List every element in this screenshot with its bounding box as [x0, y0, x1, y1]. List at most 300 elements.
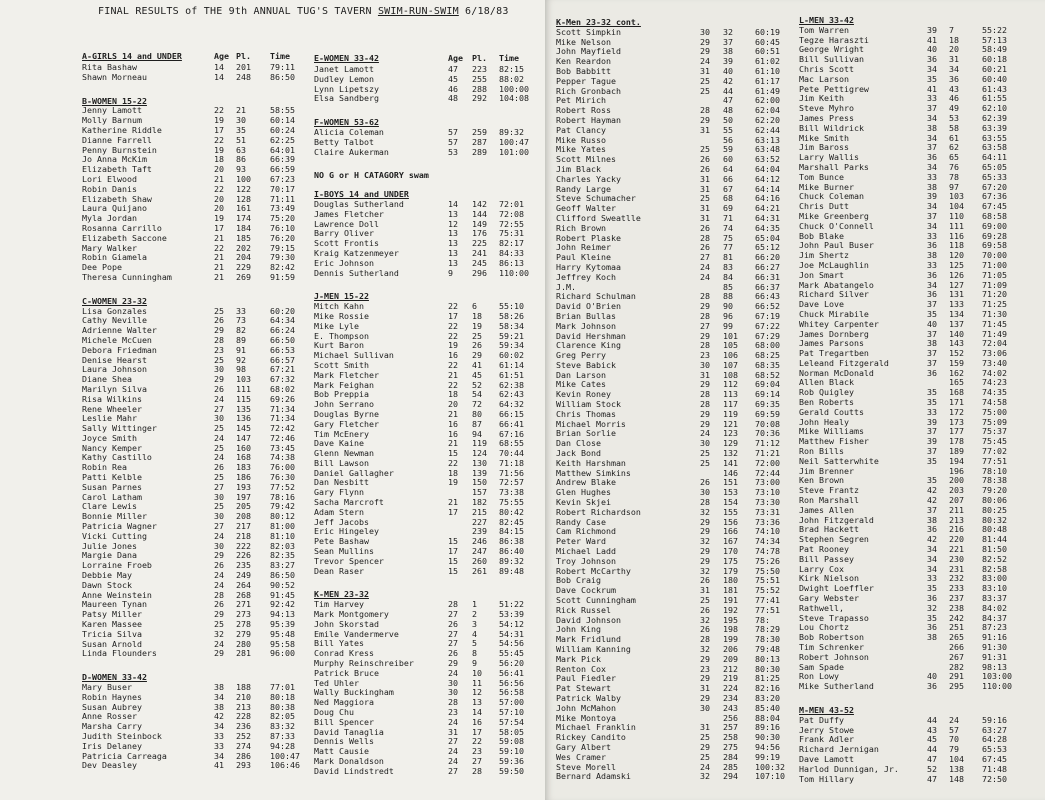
finish-place: 239: [472, 526, 487, 537]
competitor-name: Tricia Silva: [82, 628, 142, 639]
finish-time: 56:58: [499, 687, 524, 698]
competitor-name: Dan Larson: [556, 369, 606, 380]
finish-time: 64:35: [755, 222, 780, 233]
finish-time: 82:15: [499, 64, 524, 74]
finish-place: 46: [949, 93, 959, 104]
competitor-age: 19: [214, 144, 224, 155]
competitor-age: 42: [214, 711, 224, 722]
finish-place: 35: [236, 124, 246, 135]
finish-time: 69:04: [755, 379, 780, 390]
finish-time: 71:34: [270, 403, 295, 414]
finish-time: 106:46: [270, 760, 300, 771]
competitor-age: 22: [448, 330, 458, 341]
place-header: Pl.: [472, 53, 487, 63]
finish-time: 68:58: [982, 210, 1007, 221]
competitor-age: 37: [927, 357, 937, 368]
finish-place: 178: [949, 436, 964, 447]
competitor-age: 27: [448, 638, 458, 649]
finish-place: 287: [472, 136, 487, 147]
finish-time: 65:53: [982, 744, 1007, 755]
finish-time: 67:20: [982, 181, 1007, 192]
finish-time: 59:08: [499, 736, 524, 747]
finish-time: 66:53: [270, 344, 295, 355]
finish-time: 79:30: [270, 252, 295, 263]
finish-time: 95:58: [270, 638, 295, 649]
finish-place: 258: [723, 732, 738, 743]
competitor-name: Lisa Gonzales: [82, 305, 147, 316]
finish-place: 259: [472, 126, 487, 137]
finish-place: 56: [723, 134, 733, 145]
competitor-name: Laura Quijano: [82, 203, 147, 214]
finish-time: 80:06: [982, 495, 1007, 506]
competitor-name: Ron Marshall: [799, 495, 859, 506]
finish-time: 54:12: [499, 618, 524, 629]
competitor-age: 25: [700, 732, 710, 743]
competitor-age: 37: [927, 299, 937, 310]
competitor-age: 25: [214, 442, 224, 453]
finish-time: 71:00: [982, 259, 1007, 270]
finish-place: 152: [949, 348, 964, 359]
competitor-age: 13: [448, 208, 458, 219]
finish-place: 62: [949, 142, 959, 153]
finish-place: 33: [236, 305, 246, 316]
finish-place: 274: [236, 740, 251, 751]
finish-time: 74:78: [755, 546, 780, 557]
competitor-name: Whitey Carpenter: [799, 318, 879, 329]
competitor-name: Neil Satterwhite: [799, 455, 879, 466]
competitor-age: 21: [214, 262, 224, 273]
competitor-name: Patricia Wagner: [82, 521, 157, 532]
finish-time: 80:25: [982, 504, 1007, 515]
competitor-name: Gary Albert: [556, 741, 611, 752]
competitor-name: Jim Brenner: [799, 465, 854, 476]
finish-place: 153: [723, 487, 738, 498]
competitor-name: Mark Fridlund: [556, 634, 621, 645]
finish-place: 130: [472, 457, 487, 468]
finish-place: 168: [236, 452, 251, 463]
finish-time: 64:16: [755, 193, 780, 204]
competitor-age: 26: [700, 242, 710, 253]
competitor-age: 13: [448, 228, 458, 239]
competitor-name: Douglas Sutherland: [314, 198, 404, 209]
section-gap: [82, 83, 304, 97]
competitor-name: Mike Montoya: [556, 712, 616, 723]
competitor-name: Patricia Carreaga: [82, 750, 167, 761]
finish-place: 171: [949, 397, 964, 408]
finish-time: 79:42: [270, 501, 295, 512]
competitor-name: John Paul Buser: [799, 240, 874, 251]
finish-time: 67:45: [982, 201, 1007, 212]
competitor-age: 17: [448, 546, 458, 557]
competitor-age: 33: [927, 406, 937, 417]
finish-place: 119: [472, 438, 487, 449]
competitor-age: 21: [448, 369, 458, 380]
competitor-name: Elizabeth Shaw: [82, 193, 152, 204]
section-title: K-MEN 23-32: [314, 589, 369, 600]
competitor-age: 47: [927, 773, 937, 784]
finish-place: 199: [723, 634, 738, 645]
finish-place: 234: [723, 692, 738, 703]
competitor-name: Leslie Mahr: [82, 413, 137, 424]
section-title: D-WOMEN 33-42: [82, 672, 147, 683]
competitor-name: Clare Lewis: [82, 501, 137, 512]
finish-place: 57: [949, 724, 959, 735]
competitor-name: Robin Haynes: [82, 691, 142, 702]
competitor-age: 36: [927, 593, 937, 604]
competitor-age: 34: [927, 112, 937, 123]
finish-time: 61:49: [755, 85, 780, 96]
competitor-age: 26: [700, 163, 710, 174]
competitor-name: Theresa Cunningham: [82, 271, 172, 282]
finish-place: 65: [949, 152, 959, 163]
finish-time: 72:50: [982, 773, 1007, 784]
competitor-age: 27: [700, 252, 710, 263]
competitor-age: 28: [700, 634, 710, 645]
competitor-name: Bill Sullivan: [799, 54, 864, 65]
finish-place: 231: [949, 563, 964, 574]
finish-time: 104:08: [499, 93, 529, 104]
competitor-age: 32: [700, 614, 710, 625]
finish-place: 201: [236, 62, 251, 72]
competitor-name: Wes Cramer: [556, 751, 606, 762]
finish-time: 68:00: [755, 340, 780, 351]
competitor-age: 23: [214, 344, 224, 355]
competitor-age: 34: [927, 132, 937, 143]
finish-place: 146: [723, 467, 738, 478]
competitor-age: 30: [700, 359, 710, 370]
competitor-age: 24: [700, 761, 710, 772]
competitor-age: 26: [700, 575, 710, 586]
finish-time: 80:38: [270, 701, 295, 712]
competitor-name: Kirk Nielson: [799, 573, 859, 584]
competitor-age: 57: [448, 136, 458, 147]
finish-time: 67:45: [982, 753, 1007, 764]
finish-place: 173: [949, 416, 964, 427]
finish-place: 97: [949, 181, 959, 192]
competitor-name: Brad Hackett: [799, 524, 859, 535]
section-gap: [314, 278, 529, 292]
finish-place: 175: [723, 555, 738, 566]
competitor-name: Murphy Reinschreiber: [314, 658, 414, 669]
competitor-age: 20: [448, 399, 458, 410]
finish-time: 78:: [755, 614, 770, 625]
finish-place: 142: [472, 198, 487, 209]
finish-time: 79:48: [755, 644, 780, 654]
finish-time: 59:50: [499, 765, 524, 776]
finish-time: 94:28: [270, 740, 295, 751]
competitor-name: Bernard Adamski: [556, 771, 631, 782]
finish-time: 58:49: [982, 44, 1007, 55]
competitor-name: Bob Babbitt: [556, 65, 611, 76]
finish-place: 98: [236, 364, 246, 375]
competitor-name: Glen Hughes: [556, 487, 611, 498]
competitor-name: Mike Sutherland: [799, 681, 874, 692]
finish-time: 75:20: [270, 213, 295, 224]
competitor-age: 21: [214, 271, 224, 282]
competitor-age: 29: [700, 36, 710, 47]
finish-place: 251: [949, 622, 964, 633]
competitor-name: Michael Ladd: [556, 546, 616, 557]
finish-time: 64:01: [270, 144, 295, 155]
competitor-age: 53: [448, 146, 458, 157]
finish-place: 155: [723, 506, 738, 517]
finish-time: 76:20: [270, 232, 295, 243]
competitor-age: 28: [214, 589, 224, 600]
finish-time: 63:27: [982, 724, 1007, 735]
finish-time: 100:47: [270, 750, 300, 761]
finish-place: 13: [472, 697, 482, 708]
competitor-age: 26: [448, 618, 458, 629]
finish-place: 280: [236, 638, 251, 649]
competitor-name: Denise Hearst: [82, 354, 147, 365]
competitor-age: 17: [448, 310, 458, 321]
finish-time: 61:10: [755, 65, 780, 76]
finish-place: 108: [723, 369, 738, 380]
competitor-age: 37: [927, 446, 937, 457]
competitor-age: 29: [700, 46, 710, 57]
finish-time: 101:00: [499, 146, 529, 157]
finish-time: 79:11: [270, 62, 295, 72]
competitor-age: 30: [448, 677, 458, 688]
competitor-age: 29: [700, 379, 710, 390]
finish-time: 94:13: [270, 609, 295, 620]
competitor-name: Dave Cockrum: [556, 585, 616, 596]
competitor-name: John Skorstad: [314, 618, 379, 629]
finish-place: 267: [949, 651, 964, 662]
finish-place: 122: [236, 183, 251, 194]
competitor-age: 15: [448, 565, 458, 576]
finish-time: 74:38: [270, 452, 295, 463]
competitor-age: 42: [927, 534, 937, 545]
competitor-age: 37: [927, 348, 937, 359]
competitor-age: 22: [214, 242, 224, 253]
finish-time: 64:28: [982, 734, 1007, 745]
finish-time: 81:44: [982, 534, 1007, 545]
competitor-age: 33: [927, 230, 937, 241]
section-title: B-WOMEN 15-22: [82, 95, 147, 106]
results-column-2: [314, 54, 529, 777]
competitor-name: Linda Flounders: [82, 648, 157, 659]
finish-time: 73:38: [499, 487, 524, 498]
competitor-age: 33: [927, 573, 937, 584]
finish-time: 66:20: [755, 252, 780, 263]
competitor-age: 30: [448, 687, 458, 698]
finish-place: 159: [949, 357, 964, 368]
finish-place: 52: [472, 379, 482, 390]
competitor-name: Tom Warren: [799, 24, 849, 35]
competitor-name: Doug Chu: [314, 707, 354, 718]
competitor-name: Harry Kytomaa: [556, 261, 621, 272]
finish-place: 120: [949, 250, 964, 261]
competitor-name: Michael Franklin: [556, 722, 636, 733]
finish-time: 65:04: [755, 232, 780, 243]
finish-place: 269: [236, 271, 251, 282]
finish-place: 19: [472, 320, 482, 331]
competitor-name: Pat Rooney: [799, 544, 849, 555]
competitor-age: 22: [448, 457, 458, 468]
finish-time: 75:26: [755, 555, 780, 566]
competitor-name: Shawn Morneau: [82, 71, 147, 82]
competitor-age: 29: [700, 114, 710, 125]
finish-time: 83:37: [982, 593, 1007, 604]
finish-place: 230: [949, 553, 964, 564]
competitor-age: 28: [700, 105, 710, 116]
finish-place: 138: [949, 763, 964, 774]
finish-time: 74:23: [982, 377, 1007, 388]
finish-place: 74: [723, 222, 733, 233]
finish-time: 68:52: [755, 369, 780, 380]
competitor-name: Barry Oliver: [314, 228, 374, 239]
competitor-name: Eric Johnson: [314, 257, 374, 268]
competitor-name: Clarence King: [556, 340, 621, 351]
finish-place: 37: [723, 36, 733, 47]
competitor-name: Janet Lamott: [314, 64, 374, 74]
finish-place: 161: [236, 203, 251, 214]
competitor-name: Bob Robertson: [799, 632, 864, 643]
finish-time: 60:18: [982, 54, 1007, 65]
finish-place: 6: [472, 301, 477, 312]
finish-place: 256: [723, 712, 738, 723]
finish-place: 207: [949, 495, 964, 506]
finish-time: 88:04: [755, 712, 780, 723]
finish-time: 64:32: [499, 399, 524, 410]
title-event: SWIM-RUN-SWIM: [377, 6, 459, 17]
competitor-age: 32: [214, 628, 224, 639]
competitor-age: 31: [700, 124, 710, 135]
finish-time: 72:01: [499, 198, 524, 209]
finish-time: 60:19: [755, 26, 780, 37]
finish-time: 57:13: [982, 34, 1007, 45]
finish-time: 79:20: [982, 485, 1007, 496]
competitor-age: 24: [700, 261, 710, 272]
finish-time: 60:20: [270, 305, 295, 316]
finish-time: 86:40: [499, 546, 524, 557]
competitor-name: David Lindstredt: [314, 765, 394, 776]
competitor-name: Mark Montgomery: [314, 609, 389, 620]
finish-place: 220: [949, 534, 964, 545]
competitor-name: Betty Talbot: [314, 136, 374, 147]
competitor-age: 27: [214, 521, 224, 532]
finish-place: 87: [472, 418, 482, 429]
finish-time: 110:00: [982, 681, 1012, 692]
finish-place: 247: [472, 546, 487, 557]
competitor-age: 26: [448, 648, 458, 659]
finish-place: 243: [723, 702, 738, 713]
competitor-name: Mark Fletcher: [314, 369, 379, 380]
competitor-name: Douglas Byrne: [314, 408, 379, 419]
competitor-name: Robert Richardson: [556, 506, 641, 517]
competitor-age: 41: [927, 83, 937, 94]
competitor-age: 29: [700, 526, 710, 537]
competitor-age: 37: [927, 504, 937, 515]
competitor-age: 28: [700, 310, 710, 321]
finish-place: 111: [949, 220, 964, 231]
finish-place: 7: [949, 24, 954, 35]
finish-place: 40: [723, 65, 733, 76]
competitor-age: 28: [214, 334, 224, 345]
finish-time: 96:00: [270, 648, 295, 659]
competitor-age: 16: [448, 418, 458, 429]
finish-place: 32: [723, 26, 733, 37]
finish-place: 136: [236, 413, 251, 424]
competitor-name: George Wright: [799, 44, 864, 55]
competitor-age: 52: [927, 763, 937, 774]
finish-place: 27: [472, 756, 482, 766]
finish-place: 194: [949, 455, 964, 466]
finish-time: 76:10: [270, 222, 295, 233]
competitor-name: Peter Ward: [556, 536, 606, 547]
finish-place: 73: [236, 315, 246, 326]
finish-time: 73:06: [982, 348, 1007, 359]
competitor-age: 29: [214, 374, 224, 385]
finish-place: 82: [236, 325, 246, 336]
title-text: FINAL RESULTS of THE 9th ANNUAL TUG'S TAVERN: [98, 6, 378, 17]
finish-time: 89:32: [499, 555, 524, 566]
finish-place: 167: [723, 536, 738, 547]
finish-place: 86: [236, 154, 246, 165]
competitor-name: Jeffrey Koch: [556, 271, 616, 282]
competitor-age: 18: [448, 467, 458, 478]
competitor-name: Debora Friedman: [82, 344, 157, 355]
finish-time: 70:00: [982, 250, 1007, 261]
competitor-name: Trevor Spencer: [314, 555, 384, 566]
competitor-name: Bill Spencer: [314, 716, 374, 727]
finish-place: 160: [236, 442, 251, 453]
finish-place: 291: [949, 671, 964, 682]
finish-place: 125: [949, 259, 964, 270]
competitor-age: 38: [927, 250, 937, 261]
finish-time: 58:55: [270, 105, 295, 116]
finish-place: 257: [723, 722, 738, 733]
competitor-name: Mac Larson: [799, 73, 849, 84]
finish-place: 83: [723, 261, 733, 272]
finish-place: 135: [236, 403, 251, 414]
finish-time: 74:10: [755, 526, 780, 537]
finish-time: 62:25: [270, 134, 295, 145]
finish-place: 141: [723, 457, 738, 468]
finish-time: 71:30: [982, 308, 1007, 319]
finish-place: 149: [472, 218, 487, 229]
finish-place: 172: [949, 406, 964, 417]
finish-time: 89:32: [499, 126, 524, 137]
finish-place: 210: [236, 691, 251, 702]
competitor-age: 29: [700, 673, 710, 684]
competitor-name: James Press: [799, 112, 854, 123]
competitor-age: 35: [927, 308, 937, 319]
competitor-name: Steve Trapasso: [799, 612, 869, 623]
competitor-name: Dudley Lemon: [314, 73, 374, 84]
finish-time: 60:14: [270, 115, 295, 126]
finish-place: 221: [949, 544, 964, 555]
finish-place: 123: [723, 428, 738, 439]
finish-place: 278: [236, 619, 251, 630]
finish-place: 224: [723, 683, 738, 694]
competitor-name: Brian Sorlie: [556, 428, 616, 439]
finish-time: 71:12: [755, 438, 780, 449]
competitor-age: 24: [214, 432, 224, 443]
finish-place: 1: [472, 599, 477, 610]
competitor-age: 30: [214, 491, 224, 502]
finish-time: 73:00: [755, 477, 780, 488]
competitor-age: 17: [448, 506, 458, 517]
competitor-age: 29: [214, 609, 224, 620]
competitor-name: Patti Kelble: [82, 472, 142, 483]
competitor-name: Marilyn Silva: [82, 383, 147, 394]
competitor-name: Mike Lyle: [314, 320, 359, 331]
competitor-age: 27: [214, 403, 224, 414]
finish-time: 59:10: [499, 746, 524, 757]
finish-place: 264: [236, 579, 251, 590]
